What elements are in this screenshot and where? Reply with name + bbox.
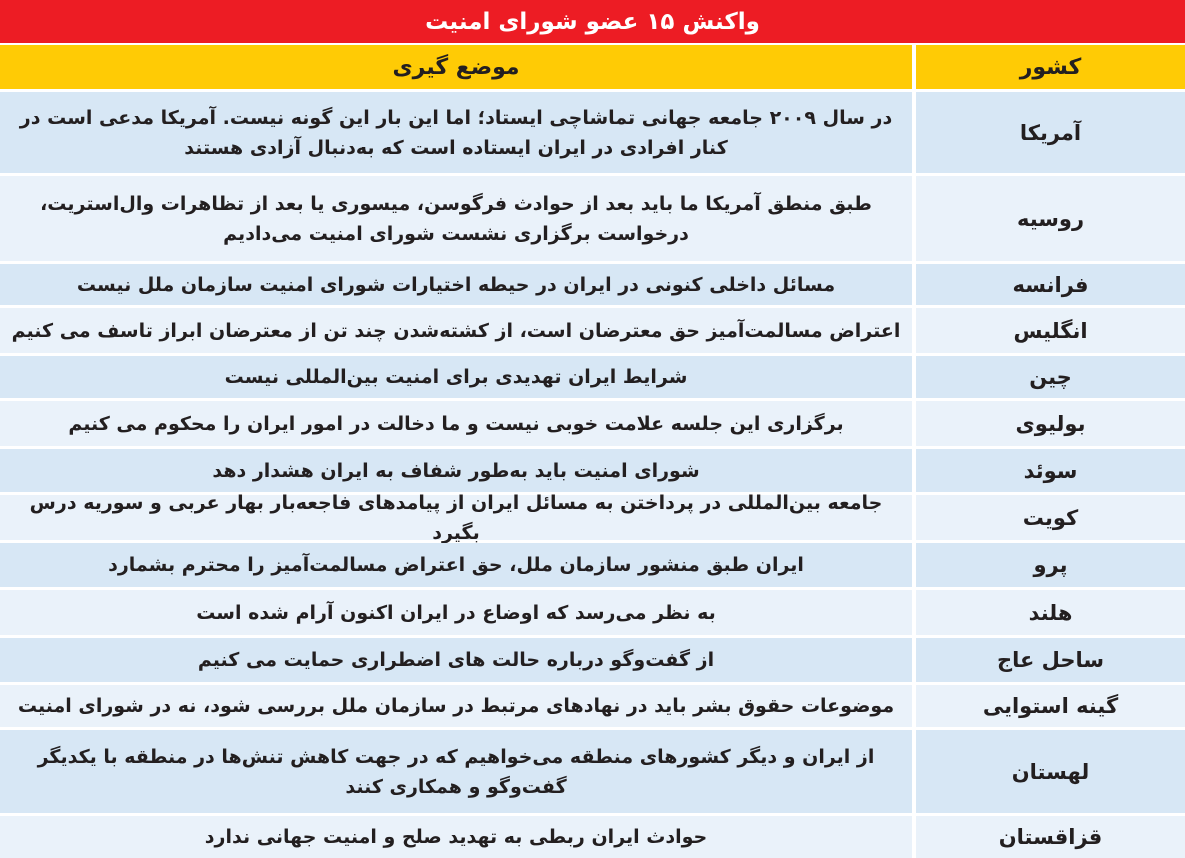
table-row [0, 638, 1185, 682]
country-cell: چین [916, 356, 1185, 398]
position-cell: حوادث ایران ربطی به تهدید صلح و امنیت جهانی ندارد [0, 816, 912, 858]
header-position: موضع گیری [0, 45, 912, 89]
table-row [0, 590, 1185, 635]
country-cell: آمریکا [916, 92, 1185, 173]
table-row [0, 308, 1185, 353]
table-title: واکنش ۱۵ عضو شورای امنیت [0, 0, 1185, 43]
position-cell: شورای امنیت باید به‌طور شفاف به ایران هشدار دهد [0, 449, 912, 492]
country-cell: سوئد [916, 449, 1185, 492]
table-row [0, 491, 1185, 544]
position-cell: در سال ۲۰۰۹ جامعه جهانی تماشاچی ایستاد؛ اما این بار این گونه نیست. آمریکا مدعی است در کنار افرادی در ایران ایستاده است که به‌دنبال آزادی هستند [0, 92, 912, 173]
table-row [0, 685, 1185, 727]
position-cell: از گفت‌وگو درباره حالت های اضطراری حمایت می کنیم [0, 638, 912, 682]
position-cell: شرایط ایران تهدیدی برای امنیت بین‌المللی نیست [0, 356, 912, 398]
position-cell: مسائل داخلی کنونی در ایران در حیطه اختیارات شورای امنیت سازمان ملل نیست [0, 264, 912, 305]
country-cell: هلند [916, 590, 1185, 635]
table-row [0, 730, 1185, 813]
table-row [0, 176, 1185, 261]
position-cell: از ایران و دیگر کشورهای منطقه می‌خواهیم که در جهت کاهش تنش‌ها در منطقه با یکدیگر گفت‌وگو و همکاری کنند [0, 730, 912, 813]
table-row [0, 449, 1185, 492]
country-cell: کویت [916, 495, 1185, 540]
header-country: کشور [916, 45, 1185, 89]
position-cell: به نظر می‌رسد که اوضاع در ایران اکنون آرام شده است [0, 590, 912, 635]
country-cell: لهستان [916, 730, 1185, 813]
position-cell: برگزاری این جلسه علامت خوبی نیست و ما دخالت در امور ایران را محکوم می کنیم [0, 401, 912, 446]
table-row [0, 356, 1185, 398]
country-cell: انگلیس [916, 308, 1185, 353]
country-cell: بولیوی [916, 401, 1185, 446]
position-cell: جامعه بین‌المللی در پرداختن به مسائل ایران از پیامدهای فاجعه‌بار بهار عربی و سوریه درس بگیرد [0, 495, 912, 540]
table-row [0, 92, 1185, 173]
position-cell: موضوعات حقوق بشر باید در نهادهای مرتبط در سازمان ملل بررسی شود، نه در شورای امنیت [0, 685, 912, 727]
position-cell: اعتراض مسالمت‌آمیز حق معترضان است، از کشته‌شدن چند تن از معترضان ابراز تاسف می کنیم [0, 308, 912, 353]
header-row [0, 45, 1185, 89]
country-cell: گینه استوایی [916, 685, 1185, 727]
country-cell: فرانسه [916, 264, 1185, 305]
country-cell: ساحل عاج [916, 638, 1185, 682]
position-cell: ایران طبق منشور سازمان ملل، حق اعتراض مسالمت‌آمیز را محترم بشمارد [0, 543, 912, 587]
country-cell: پرو [916, 543, 1185, 587]
table-row [0, 401, 1185, 446]
table-row [0, 543, 1185, 587]
table-row [0, 264, 1185, 305]
table-row [0, 816, 1185, 858]
country-cell: روسیه [916, 176, 1185, 261]
country-cell: قزاقستان [916, 816, 1185, 858]
position-cell: طبق منطق آمریکا ما باید بعد از حوادث فرگوسن، میسوری یا بعد از تظاهرات وال‌استریت، درخواست برگزاری نشست شورای امنیت می‌دادیم [0, 176, 912, 261]
